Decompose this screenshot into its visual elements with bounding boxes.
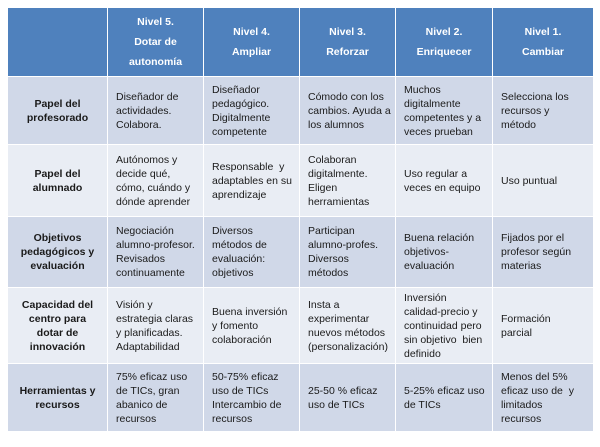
table-cell	[204, 364, 300, 432]
cell-text-line: Selecciona los	[501, 90, 569, 103]
cell-text-line: competentes y a	[404, 111, 482, 124]
cell-text-line: alumnado	[32, 181, 83, 194]
cell-text-line: los alumnos	[308, 118, 365, 131]
cell-text-line: herramientas	[308, 195, 370, 208]
cell-text-line: alumno-profesor.	[116, 239, 195, 251]
cell-text-line: colaboración	[212, 333, 272, 346]
table-cell	[204, 145, 300, 217]
cell-text-line: sin objetivo bien	[404, 333, 483, 346]
cell-text-line: recursos y	[501, 104, 550, 117]
cell-text-line: Negociación	[116, 225, 174, 237]
row-label	[8, 288, 108, 364]
cell-text-line: método	[501, 118, 537, 131]
table-cell	[396, 145, 493, 217]
cell-text-line: 75% eficaz uso	[116, 370, 188, 383]
cell-text-line: decide qué,	[116, 167, 171, 180]
table-row	[8, 217, 594, 288]
cell-text-line: Reforzar	[326, 46, 369, 58]
table-cell	[396, 364, 493, 432]
cell-text-line: estrategia claras	[116, 312, 194, 325]
cell-text-line: Nivel 5.	[137, 16, 174, 28]
cell-text-line: alumno-profes.	[308, 239, 379, 251]
cell-text-line: cómo, cuándo y	[116, 181, 191, 194]
table-cell	[300, 217, 396, 288]
cell-text-line: centro para	[28, 312, 87, 325]
cell-text-line: Nivel 1.	[524, 26, 562, 38]
cell-text-line: Menos del 5%	[501, 370, 568, 383]
cell-text-line: recursos	[116, 412, 157, 425]
cell-text-line: Muchos	[404, 83, 441, 96]
cell-text-line: de TICs, gran	[116, 384, 180, 397]
table-cell	[396, 288, 493, 364]
table-cell	[108, 217, 204, 288]
cell-text-line: autonomía	[128, 56, 183, 68]
cell-text-line: Buena inversión	[212, 305, 288, 318]
cell-text-line: actividades.	[116, 104, 172, 117]
table-cell	[300, 364, 396, 432]
cell-text-line: Enriquecer	[416, 46, 472, 58]
table-cell	[204, 77, 300, 145]
cell-text-line: pedagógicos y	[20, 246, 95, 258]
cell-text-line: digitalmente.	[308, 167, 368, 180]
cell-text-line: Diseñador de	[116, 90, 179, 103]
cell-text-line: Adaptabilidad	[116, 340, 180, 353]
table-cell	[300, 145, 396, 217]
cell-text-line: Nivel 2.	[425, 26, 463, 38]
cell-text-line: innovación	[29, 340, 86, 353]
table-row	[8, 77, 594, 145]
cell-text-line: recursos	[212, 412, 253, 425]
cell-text-line: Colaboran	[308, 153, 357, 166]
cell-text-line: dotar de	[36, 326, 79, 339]
table-row	[8, 145, 594, 217]
cell-text-line: Nivel 4.	[233, 26, 270, 38]
cell-text-line: limitados	[501, 398, 543, 411]
table-row	[8, 288, 594, 364]
cell-text-line: Eligen	[308, 181, 338, 194]
cell-text-line: y planificadas.	[116, 326, 183, 339]
cell-text-line: Uso regular a	[404, 167, 468, 180]
table-cell	[300, 288, 396, 364]
row-label	[8, 217, 108, 288]
table-cell	[396, 77, 493, 145]
row-label	[8, 145, 108, 217]
cell-text-line: veces en equipo	[404, 181, 481, 194]
cell-text-line: adaptables en su	[212, 174, 292, 187]
row-label	[8, 77, 108, 145]
cell-text-line: Capacidad del	[21, 298, 94, 311]
cell-text-line: nuevos métodos	[308, 326, 386, 339]
cell-text-line: dónde aprender	[116, 195, 191, 208]
header-nivel-2	[396, 8, 493, 77]
table-row	[8, 364, 594, 432]
cell-text-line: Autónomos y	[116, 153, 178, 166]
cell-text-line: continuamente	[116, 267, 185, 279]
cell-text-line: uso de TICs	[308, 398, 365, 411]
cell-text-line: Fijados por el	[501, 232, 565, 244]
cell-text-line: 5-25% eficaz uso	[404, 384, 485, 397]
cell-text-line: objetivos	[212, 267, 254, 279]
cell-text-line: recursos	[501, 412, 542, 425]
cell-text-line: Objetivos	[33, 232, 82, 244]
header-corner	[8, 8, 108, 77]
cell-text-line: evaluación:	[212, 253, 266, 265]
header-nivel-1	[493, 8, 594, 77]
table-cell	[108, 77, 204, 145]
table-cell	[300, 77, 396, 145]
table-cell	[108, 288, 204, 364]
levels-table	[7, 7, 594, 432]
cell-text-line: Uso puntual	[501, 174, 558, 187]
cell-text-line: recursos	[35, 398, 80, 411]
cell-text-line: digitalmente	[404, 97, 461, 110]
cell-text-line: de TICs	[404, 398, 441, 411]
cell-text-line: Papel del	[34, 97, 81, 110]
cell-text-line: profesorado	[26, 111, 89, 124]
table-cell	[493, 145, 594, 217]
table-cell	[493, 364, 594, 432]
cell-text-line: pedagógico.	[212, 97, 270, 110]
cell-text-line: Buena relación	[404, 232, 475, 244]
cell-text-line: Intercambio de	[212, 398, 282, 411]
cell-text-line: aprendizaje	[212, 188, 267, 201]
header-nivel-5	[108, 8, 204, 77]
header-nivel-3	[300, 8, 396, 77]
table-cell	[493, 217, 594, 288]
cell-text-line: Formación	[501, 312, 551, 325]
cell-text-line: Insta a	[308, 298, 340, 311]
table-cell	[108, 364, 204, 432]
cell-text-line: 50-75% eficaz	[212, 370, 279, 383]
header-nivel-4	[204, 8, 300, 77]
cell-text-line: materias	[501, 260, 542, 272]
cell-text-line: Nivel 3.	[329, 26, 366, 38]
cell-text-line: objetivos-	[404, 246, 449, 258]
cell-text-line: competente	[212, 125, 267, 138]
cell-text-line: Papel del	[34, 167, 81, 180]
table-cell	[108, 145, 204, 217]
cell-text-line: eficaz uso de y	[501, 384, 574, 397]
cell-text-line: evaluación	[404, 260, 455, 272]
cell-text-line: Cómodo con los	[308, 90, 384, 103]
cell-text-line: veces prueban	[404, 125, 473, 138]
cell-text-line: abanico de	[116, 398, 168, 411]
cell-text-line: Ampliar	[231, 46, 272, 58]
cell-text-line: Diseñador	[212, 83, 260, 96]
table-cell	[493, 288, 594, 364]
cell-text-line: profesor según	[501, 246, 572, 258]
cell-text-line: continuidad pero	[404, 319, 482, 332]
row-label	[8, 364, 108, 432]
table-cell	[204, 217, 300, 288]
cell-text-line: y fomento	[212, 319, 259, 332]
table-cell	[204, 288, 300, 364]
cell-text-line: Diversos	[308, 253, 349, 265]
cell-text-line: Colabora.	[116, 118, 162, 131]
cell-text-line: Participan	[308, 225, 355, 237]
table-cell	[396, 217, 493, 288]
cell-text-line: Digitalmente	[212, 111, 271, 124]
cell-text-line: (personalización)	[308, 340, 388, 353]
cell-text-line: Responsable y	[212, 160, 285, 173]
cell-text-line: Cambiar	[521, 46, 564, 58]
cell-text-line: evaluación	[30, 260, 85, 272]
cell-text-line: Visión y	[116, 298, 153, 311]
cell-text-line: definido	[404, 347, 441, 360]
cell-text-line: experimentar	[308, 312, 370, 325]
header-row	[8, 8, 594, 77]
cell-text-line: uso de TICs	[212, 384, 269, 397]
cell-text-line: Herramientas y	[19, 384, 96, 397]
cell-text-line: métodos	[308, 267, 349, 279]
cell-text-line: Diversos	[212, 225, 253, 237]
cell-text-line: Revisados	[116, 253, 166, 265]
cell-text-line: Dotar de	[134, 36, 177, 48]
cell-text-line: 25-50 % eficaz	[308, 384, 378, 397]
cell-text-line: métodos de	[212, 239, 267, 251]
cell-text-line: Inversión	[404, 291, 447, 304]
cell-text-line: cambios. Ayuda a	[308, 104, 391, 117]
cell-text-line: calidad-precio y	[404, 305, 478, 318]
cell-text-line: parcial	[501, 326, 532, 339]
table-cell	[493, 77, 594, 145]
